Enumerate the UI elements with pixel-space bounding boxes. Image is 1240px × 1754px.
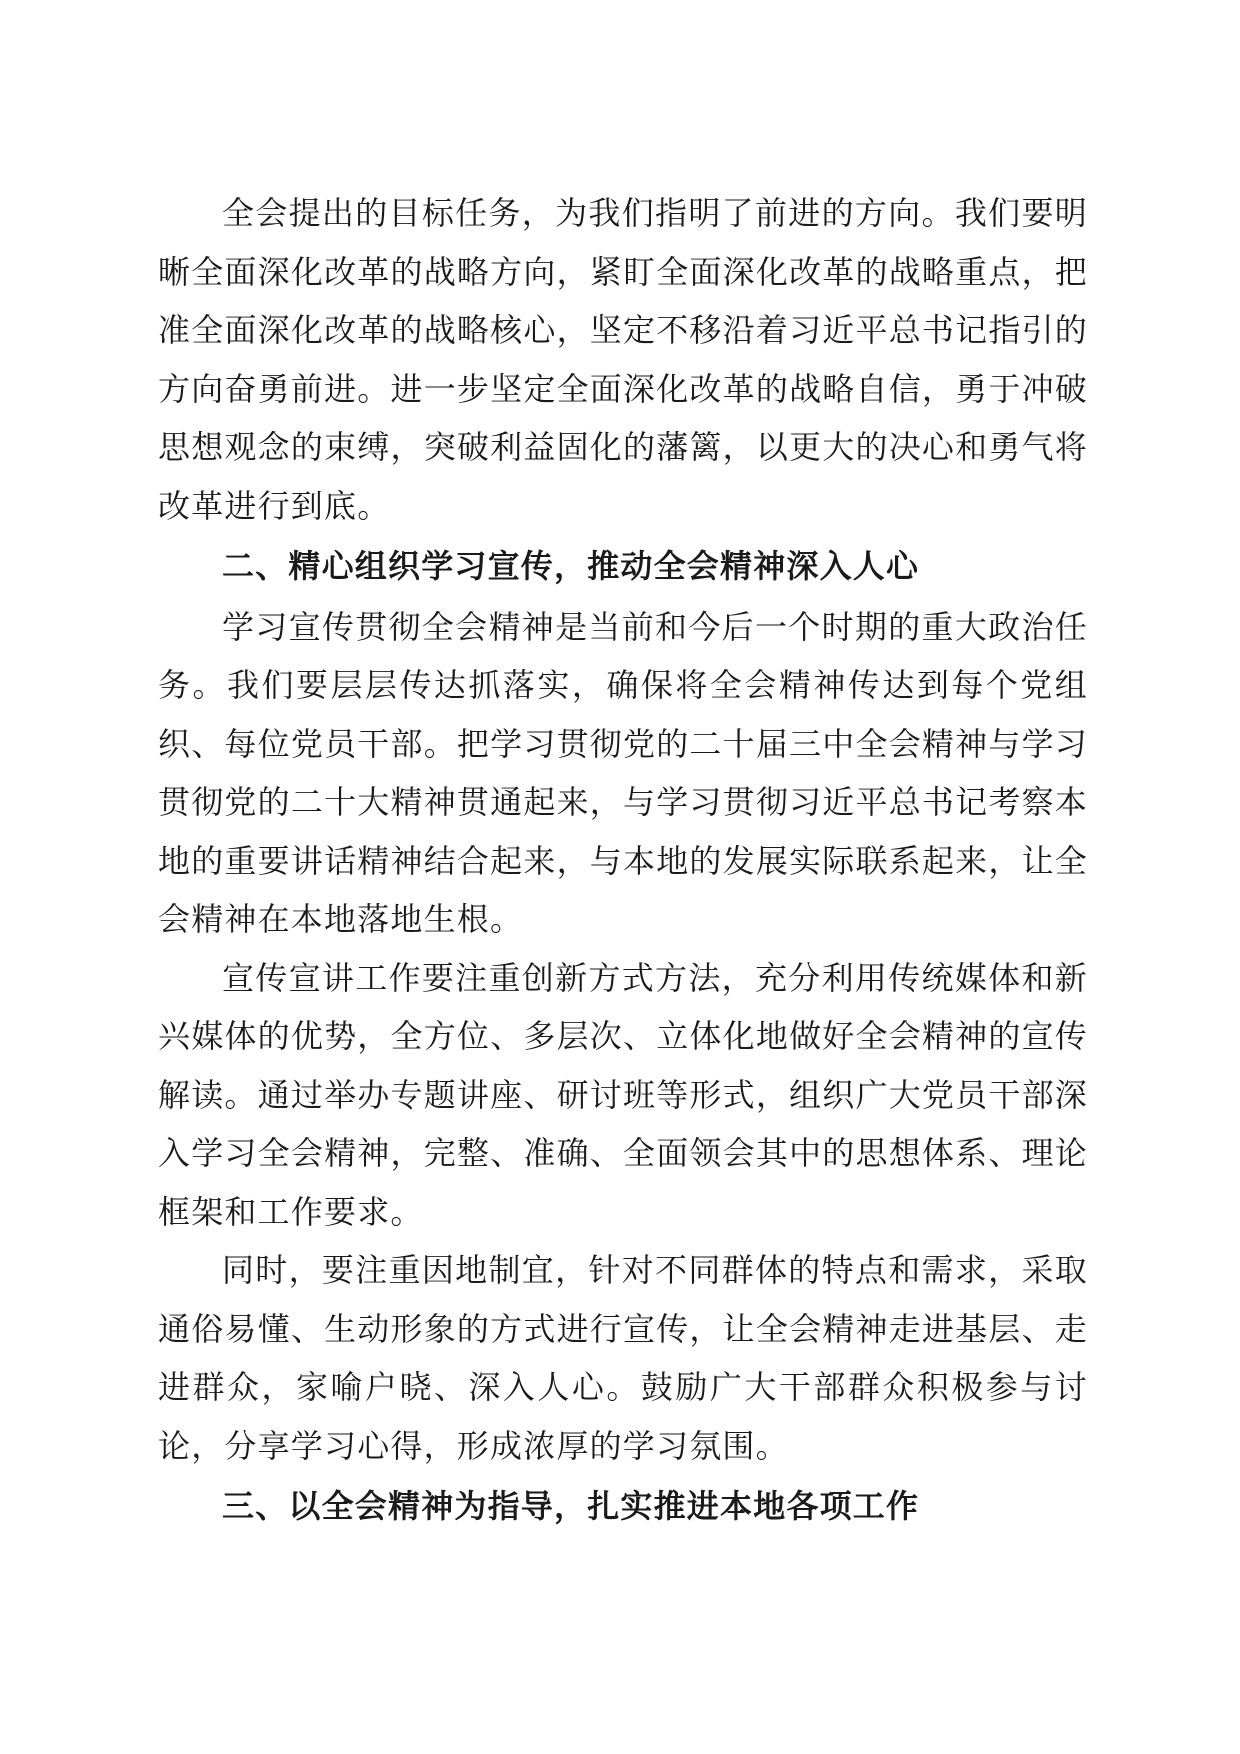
paragraph-study-publicity: 学习宣传贯彻全会精神是当前和今后一个时期的重大政治任务。我们要层层传达抓落实，确保将全会精神传达到每个党组织、每位党员干部。把学习贯彻党的二十届三中全会精神与学习贯彻党的二十大精神贯通起来，与学习贯彻习近平总书记考察本地的重要讲话精神结合起来，与本地的发展实际联系起来，让全会精神在本地落地生根。 (158, 607, 1088, 938)
section-heading-3: 三、以全会精神为指导，扎实推进本地各项工作 (222, 1487, 920, 1525)
paragraph-goals: 全会提出的目标任务，为我们指明了前进的方向。我们要明晰全面深化改革的战略方向，紧盯全面深化改革的战略重点，把准全面深化改革的战略核心，坚定不移沿着习近平总书记指引的方向奋勇前进。进一步坚定全面深化改革的战略自信，勇于冲破思想观念的束缚，突破利益固化的藩篱，以更大的决心和勇气将改革进行到底。 (158, 194, 1088, 525)
paragraph-innovation: 宣传宣讲工作要注重创新方式方法，充分利用传统媒体和新兴媒体的优势，全方位、多层次、立体化地做好全会精神的宣传解读。通过举办专题讲座、研讨班等形式，组织广大党员干部深入学习全会精神，完整、准确、全面领会其中的思想体系、理论框架和工作要求。 (158, 958, 1088, 1231)
paragraph-local-adaptation: 同时，要注重因地制宜，针对不同群体的特点和需求，采取通俗易懂、生动形象的方式进行宣传，让全会精神走进基层、走进群众，家喻户晓、深入人心。鼓励广大干部群众积极参与讨论，分享学习心得，形成浓厚的学习氛围。 (158, 1251, 1088, 1465)
document-page (158, 184, 1088, 1538)
section-heading-2: 二、精心组织学习宣传，推动全会精神深入人心 (222, 547, 920, 585)
